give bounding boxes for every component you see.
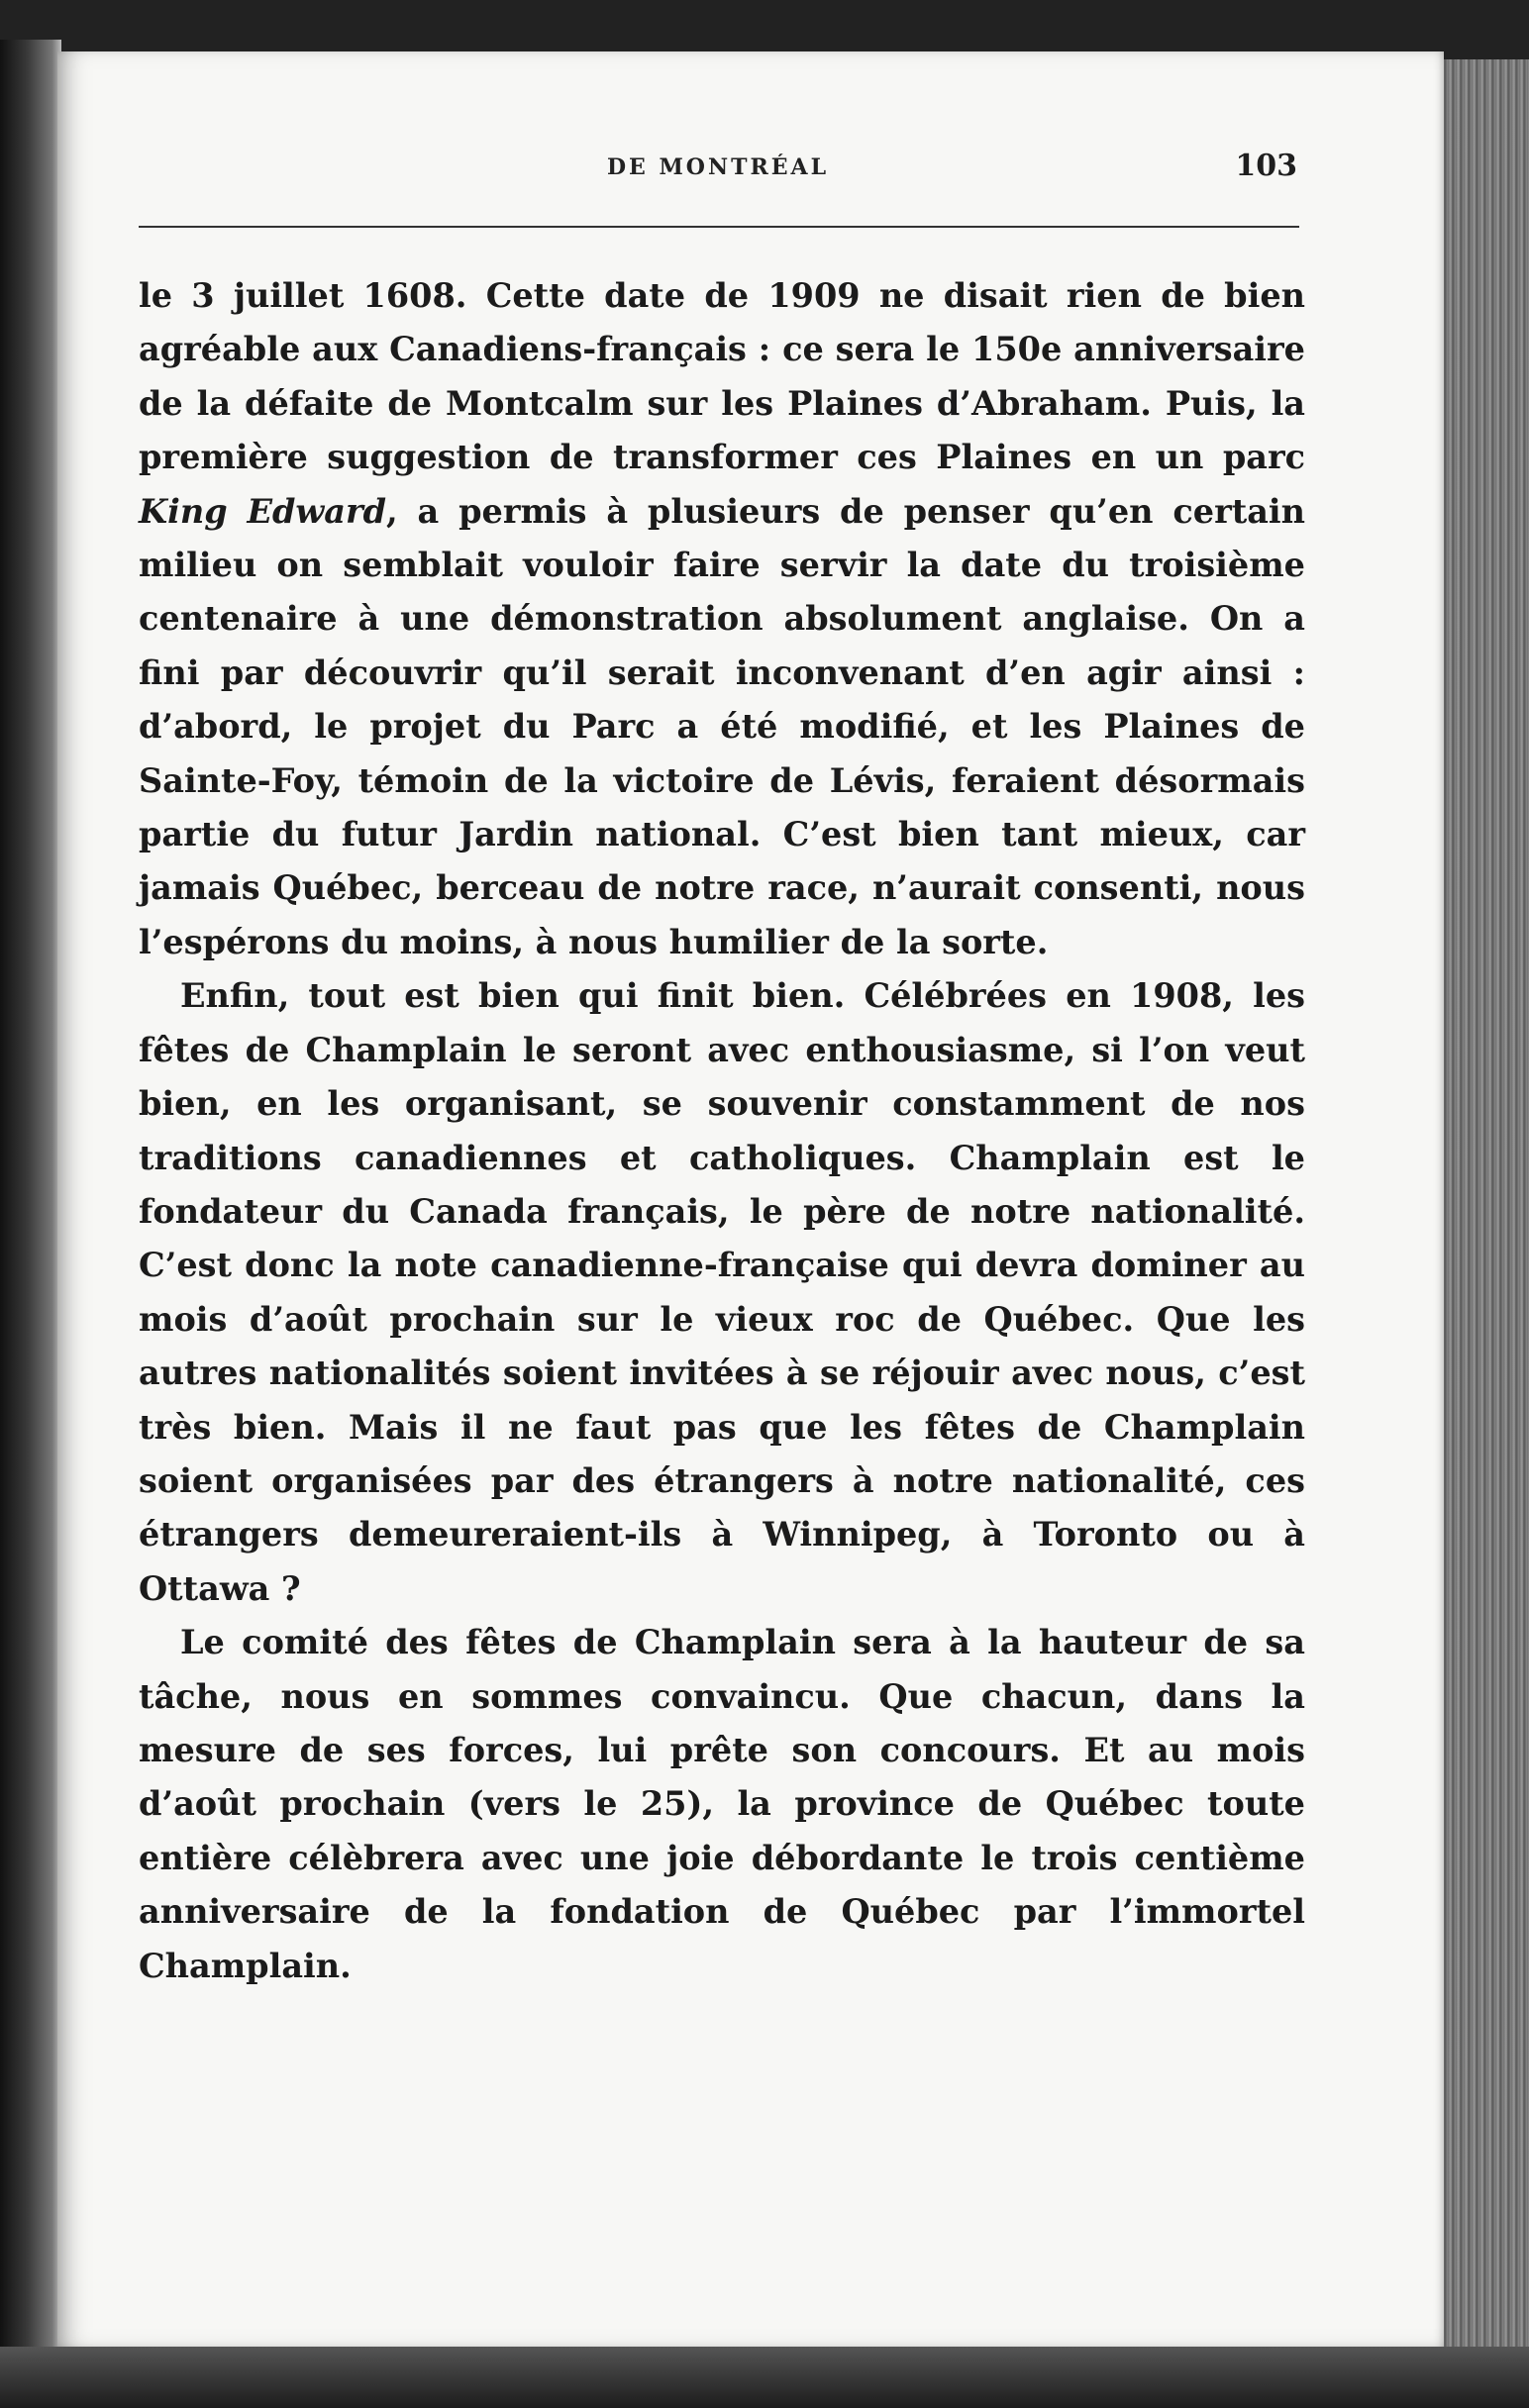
- bottom-edge: [0, 2347, 1529, 2408]
- running-head: [139, 149, 1297, 198]
- paragraph-1-text-a: le 3 juillet 1608. Cette date de 1909 ne disait rien de bien agréable aux Canadiens-français : ce sera le 150e anniversaire de la défaite de Montcalm sur les Plaines d’Abraham. Puis, la première suggestion de transformer ces Plaines en un parc: [139, 276, 1305, 477]
- paragraph-3: Le comité des fêtes de Champlain sera à la hauteur de sa tâche, nous en sommes convaincu. Que chacun, dans la mesure de ses forces, lui prête son concours. Et au mois d’août prochain (vers le 25), la province de Québec toute entière célèbrera avec une joie débordante le trois centième anniversaire de la fondation de Québec par l’immortel Champlain.: [139, 1623, 1305, 1985]
- page-number: 103: [1235, 149, 1297, 183]
- book-gutter: [0, 40, 61, 2347]
- running-title: DE MONTRÉAL: [606, 154, 830, 180]
- paragraph-1-text-b: , a permis à plusieurs de penser qu’en certain milieu on semblait vouloir faire servir la date du troisième centenaire à une démonstration absolument anglaise. On a fini par découvrir qu’il serait inconvenant d’en agir ainsi : d’abord, le projet du Parc a été modifié, et les Plaines de Sainte-Foy, témoin de la victoire de Lévis, feraient désormais partie du futur Jardin national. C’est bien tant mieux, car jamais Québec, berceau de notre race, n’aurait consenti, nous l’espérons du moins, à nous humilier de la sorte.: [139, 491, 1305, 961]
- header-rule: [139, 226, 1299, 228]
- page-edges: [1440, 59, 1529, 2366]
- body-text: [139, 269, 1305, 1993]
- paragraph-1: [139, 269, 1305, 969]
- book-page: [57, 51, 1444, 2347]
- paragraph-1-italic-text: King Edward: [139, 491, 387, 531]
- paragraph-2: Enfin, tout est bien qui finit bien. Célébrées en 1908, les fêtes de Champlain le seront avec enthousiasme, si l’on veut bien, en les organisant, se souvenir constamment de nos traditions canadiennes et catholiques. Champlain est le fondateur du Canada français, le père de notre nationalité. C’est donc la note canadienne-française qui devra dominer au mois d’août prochain sur le vieux roc de Québec. Que les autres nationalités soient invitées à se réjouir avec nous, c’est très bien. Mais il ne faut pas que les fêtes de Champlain soient organisées par des étrangers à notre nationalité, ces étrangers demeureraient-ils à Winnipeg, à Toronto ou à Ottawa ?: [139, 976, 1305, 1608]
